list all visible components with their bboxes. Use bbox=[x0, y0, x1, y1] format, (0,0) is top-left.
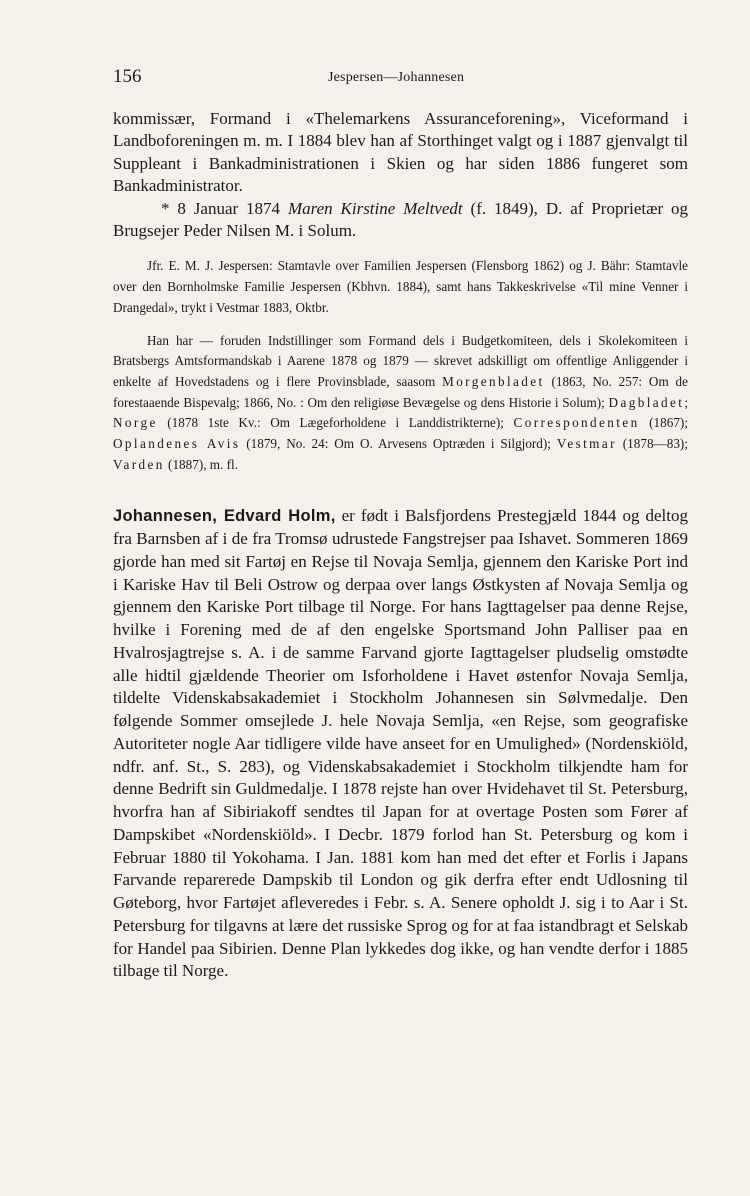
newspaper-title: Oplandenes Avis bbox=[113, 436, 241, 452]
running-head: Jespersen—Johannesen bbox=[328, 70, 465, 85]
writings-text-5: (1867); bbox=[639, 415, 688, 431]
newspaper-title: Morgenbladet bbox=[442, 373, 545, 389]
continuation-text bbox=[113, 108, 688, 242]
continuation-paragraph: kommissær, Formand i «Thelemarkens Assuranceforening», Viceformand i Landboforeningen m. m. I 1884 blev han af Storthinget valgt og i 1887 gjenvalgt til Suppleant i Bankadministrationen i Skien og har siden 1886 fungeret som Bankadministrator. bbox=[113, 109, 688, 196]
biography-entry bbox=[113, 505, 688, 983]
writings-text-4: (1878 1ste Kv.: Om Lægeforholdene i Landdistrikterne); bbox=[157, 415, 514, 431]
newspaper-title: Norge bbox=[113, 415, 158, 431]
marriage-paragraph bbox=[113, 198, 688, 243]
writings-text-8: (1887), m. fl. bbox=[164, 456, 239, 472]
entry-headword: Johannesen, Edvard Holm, bbox=[113, 507, 336, 526]
writings-text-6: (1879, No. 24: Om O. Arvesens Optræden i Silgjord); bbox=[240, 436, 557, 452]
book-page bbox=[113, 66, 688, 983]
references-block bbox=[113, 256, 688, 318]
writings-text-3: ; bbox=[684, 394, 688, 410]
writings-text-2: (1863, No. 257: Om de forestaaende Bispevalg; 1866, No. : Om den religiøse Bevægelse og dens Historie i Solum); bbox=[113, 373, 688, 410]
spouse-name: Maren Kirstine Meltvedt bbox=[287, 198, 463, 218]
newspaper-title: Correspondenten bbox=[513, 415, 640, 431]
page-number: 156 bbox=[113, 66, 142, 87]
marriage-suffix: (f. 1849), D. af Proprietær og Brugsejer Peder Nilsen M. i Solum. bbox=[113, 198, 688, 241]
writings-paragraph bbox=[113, 331, 688, 476]
references-paragraph: Jfr. E. M. J. Jespersen: Stamtavle over Familien Jespersen (Flensborg 1862) og J. Bähr: Stamtavle over den Bornholmske Familie Jespersen (Kbhvn. 1884), samt hans Takkeskrivelse «Til mine Venner i Drangedal», trykt i Vestmar 1883, Oktbr. bbox=[113, 258, 688, 315]
writings-text-7: (1878—83); bbox=[616, 436, 688, 452]
newspaper-title: Dagbladet bbox=[608, 394, 685, 410]
entry-paragraph bbox=[113, 505, 688, 983]
writings-block bbox=[113, 331, 688, 476]
newspaper-title: Vestmar bbox=[556, 436, 617, 452]
newspaper-title: Varden bbox=[113, 456, 165, 472]
marriage-prefix: * 8 Januar 1874 bbox=[161, 198, 288, 218]
writings-text-1: Han har — foruden Indstillinger som Formand dels i Budgetkomiteen, dels i Skolekomiteen i Bratsbergs Amtsformandskab i Aarene 1878 og 1879 — skrevet adskilligt om offentlige Anliggender i enkelte af Hovedstadens og i flere Provinsblade, saasom bbox=[113, 332, 688, 389]
page-header bbox=[113, 66, 688, 92]
entry-body: er født i Balsfjordens Prestegjæld 1844 og deltog fra Barnsben af i de fra Tromsø udrustede Fangstrejser paa Ishavet. Sommeren 1869 gjorde han med sit Fartøj en Rejse til Novaja Semlja, gjennem den Kariske Port ind i Kariske Hav til Beli Ostrow og derpaa over langs Østkysten af Novaja Semlja og gjennem den Kariske Port tilbage til Norge. For hans Iagttagelser paa denne Rejse, hvilke i Forening med de af den engelske Sportsmand John Palliser paa en Hvalrosjagtrejse s. A. i de samme Farvand gjorte Iagttagelser pludselig omstødte alle hidtil gjældende Theorier om Isforholdene i Havet østenfor Novaja Semlja, tildelte Videnskabsakademiet i Stockholm Johannesen sin Sølvmedalje. Den følgende Sommer omsejlede J. hele Novaja Semlja, «en Rejse, som geografiske Autoriteter nogle Aar tidligere vilde have anseet for en Umulighed» (Nordenskiöld, ndfr. anf. St., S. 283), og Videnskabsakademiet i Stockholm tilkjendte ham for denne Bedrift sin Guldmedalje. I 1878 rejste han over Hvidehavet til St. Petersburg, hvorfra han af Sibiriakoff sendtes til Japan for at overtage Posten som Fører af Dampskibet «Nordenskiöld». I Decbr. 1879 forlod han St. Petersburg og kom i Februar 1880 til Yokohama. I Jan. 1881 kom han med det efter et Forlis i Japans Farvande reparerede Dampskib til London og gik derfra efter endt Udlosning til Gøteborg, hvor Fartøjet afleveredes i Febr. s. A. Senere opholdt J. sig i to Aar i St. Petersburg for tilgavns at lære det russiske Sprog og for at faa istandbragt et Selskab for Handel paa Sibirien. Denne Plan lykkedes dog ikke, og han vendte derfor i 1885 tilbage til Norge. bbox=[113, 506, 688, 981]
